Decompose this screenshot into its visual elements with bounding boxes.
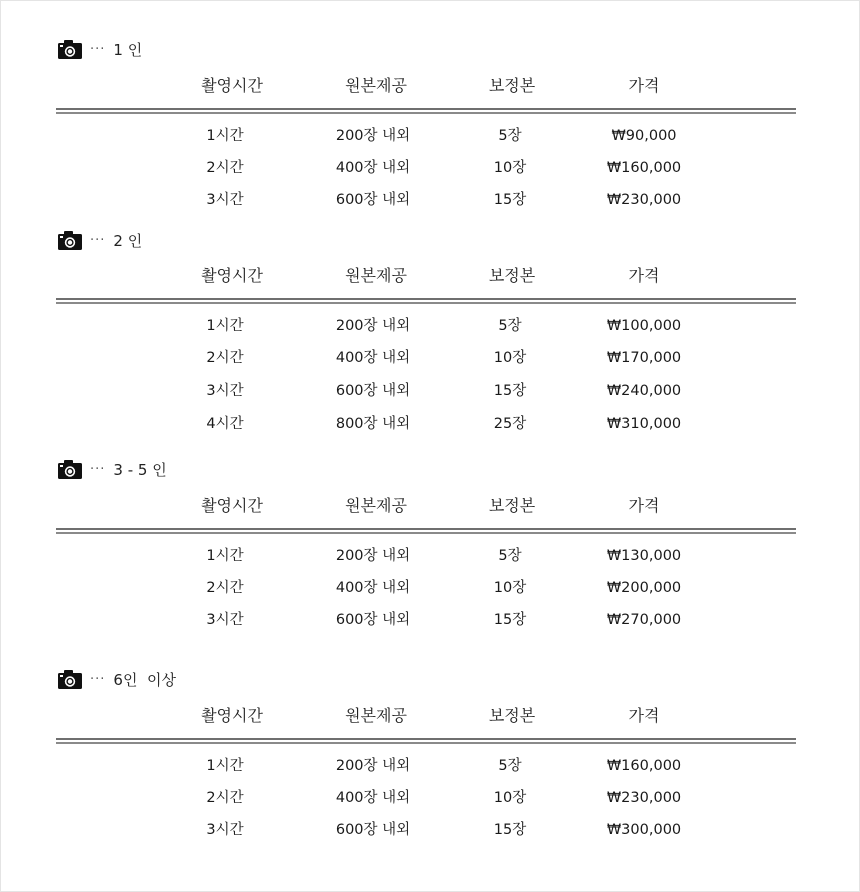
cell-price: ₩230,000 <box>606 790 682 806</box>
cell-duration: 3시간 <box>206 383 244 399</box>
cell-price: ₩160,000 <box>606 160 682 176</box>
cell-originals: 400장 내외 <box>335 580 411 596</box>
header-price: 가격 <box>628 76 660 95</box>
people-count: 2 인 <box>113 231 143 250</box>
separator-dots: ··· <box>90 671 106 687</box>
table-row <box>1 786 860 810</box>
cell-price: ₩300,000 <box>606 822 682 838</box>
cell-retouched: 10장 <box>493 350 527 366</box>
cell-originals: 600장 내외 <box>335 612 411 628</box>
cell-duration: 1시간 <box>206 758 244 774</box>
table-row <box>1 608 860 632</box>
section-title <box>58 229 142 251</box>
table-header <box>1 704 860 728</box>
cell-retouched: 5장 <box>498 318 522 334</box>
people-count: 3 - 5 인 <box>113 460 167 479</box>
cell-duration: 1시간 <box>206 548 244 564</box>
header-price: 가격 <box>628 266 660 285</box>
cell-originals: 200장 내외 <box>335 128 411 144</box>
cell-originals: 200장 내외 <box>335 318 411 334</box>
table-header <box>1 74 860 98</box>
table-row <box>1 124 860 148</box>
header-retouched: 보정본 <box>488 496 536 515</box>
camera-icon <box>58 669 82 689</box>
table-row <box>1 544 860 568</box>
cell-duration: 4시간 <box>206 416 244 432</box>
header-price: 가격 <box>628 496 660 515</box>
table-row <box>1 314 860 338</box>
header-double-divider <box>56 108 796 114</box>
camera-icon <box>58 230 82 250</box>
cell-originals: 800장 내외 <box>335 416 411 432</box>
cell-originals: 200장 내외 <box>335 548 411 564</box>
table-row <box>1 156 860 180</box>
cell-retouched: 5장 <box>498 128 522 144</box>
table-row <box>1 412 860 436</box>
header-double-divider <box>56 528 796 534</box>
cell-retouched: 5장 <box>498 548 522 564</box>
cell-price: ₩130,000 <box>606 548 682 564</box>
cell-retouched: 5장 <box>498 758 522 774</box>
cell-originals: 600장 내외 <box>335 822 411 838</box>
cell-price: ₩270,000 <box>606 612 682 628</box>
table-row <box>1 379 860 403</box>
cell-duration: 2시간 <box>206 580 244 596</box>
cell-retouched: 10장 <box>493 790 527 806</box>
cell-price: ₩240,000 <box>606 383 682 399</box>
table-row <box>1 346 860 370</box>
cell-price: ₩160,000 <box>606 758 682 774</box>
header-duration: 촬영시간 <box>201 496 263 515</box>
separator-dots: ··· <box>90 461 106 477</box>
section-title <box>58 38 142 60</box>
header-duration: 촬영시간 <box>201 706 263 725</box>
section-title <box>58 668 176 690</box>
cell-duration: 1시간 <box>206 318 244 334</box>
cell-retouched: 15장 <box>493 612 527 628</box>
table-row <box>1 576 860 600</box>
header-originals: 원본제공 <box>345 496 407 515</box>
header-originals: 원본제공 <box>345 266 407 285</box>
header-duration: 촬영시간 <box>201 76 263 95</box>
cell-retouched: 15장 <box>493 822 527 838</box>
camera-icon <box>58 459 82 479</box>
cell-price: ₩90,000 <box>611 128 677 144</box>
cell-duration: 2시간 <box>206 350 244 366</box>
cell-retouched: 15장 <box>493 192 527 208</box>
cell-retouched: 10장 <box>493 160 527 176</box>
cell-duration: 3시간 <box>206 192 244 208</box>
cell-duration: 3시간 <box>206 822 244 838</box>
table-row <box>1 818 860 842</box>
cell-retouched: 15장 <box>493 383 527 399</box>
cell-duration: 2시간 <box>206 160 244 176</box>
cell-price: ₩230,000 <box>606 192 682 208</box>
header-double-divider <box>56 738 796 744</box>
cell-price: ₩200,000 <box>606 580 682 596</box>
people-count: 6인 이상 <box>113 670 176 689</box>
cell-duration: 1시간 <box>206 128 244 144</box>
cell-price: ₩100,000 <box>606 318 682 334</box>
cell-retouched: 10장 <box>493 580 527 596</box>
separator-dots: ··· <box>90 41 106 57</box>
cell-originals: 400장 내외 <box>335 350 411 366</box>
table-header <box>1 264 860 288</box>
section-title <box>58 458 167 480</box>
header-originals: 원본제공 <box>345 76 407 95</box>
cell-price: ₩170,000 <box>606 350 682 366</box>
table-row <box>1 754 860 778</box>
header-double-divider <box>56 298 796 304</box>
header-originals: 원본제공 <box>345 706 407 725</box>
cell-originals: 400장 내외 <box>335 160 411 176</box>
header-retouched: 보정본 <box>488 266 536 285</box>
people-count: 1 인 <box>113 40 143 59</box>
cell-originals: 200장 내외 <box>335 758 411 774</box>
table-row <box>1 188 860 212</box>
cell-duration: 2시간 <box>206 790 244 806</box>
cell-retouched: 25장 <box>493 416 527 432</box>
header-retouched: 보정본 <box>488 76 536 95</box>
camera-icon <box>58 39 82 59</box>
separator-dots: ··· <box>90 232 106 248</box>
header-duration: 촬영시간 <box>201 266 263 285</box>
table-header <box>1 494 860 518</box>
header-retouched: 보정본 <box>488 706 536 725</box>
cell-price: ₩310,000 <box>606 416 682 432</box>
cell-originals: 600장 내외 <box>335 192 411 208</box>
cell-duration: 3시간 <box>206 612 244 628</box>
header-price: 가격 <box>628 706 660 725</box>
cell-originals: 400장 내외 <box>335 790 411 806</box>
cell-originals: 600장 내외 <box>335 383 411 399</box>
